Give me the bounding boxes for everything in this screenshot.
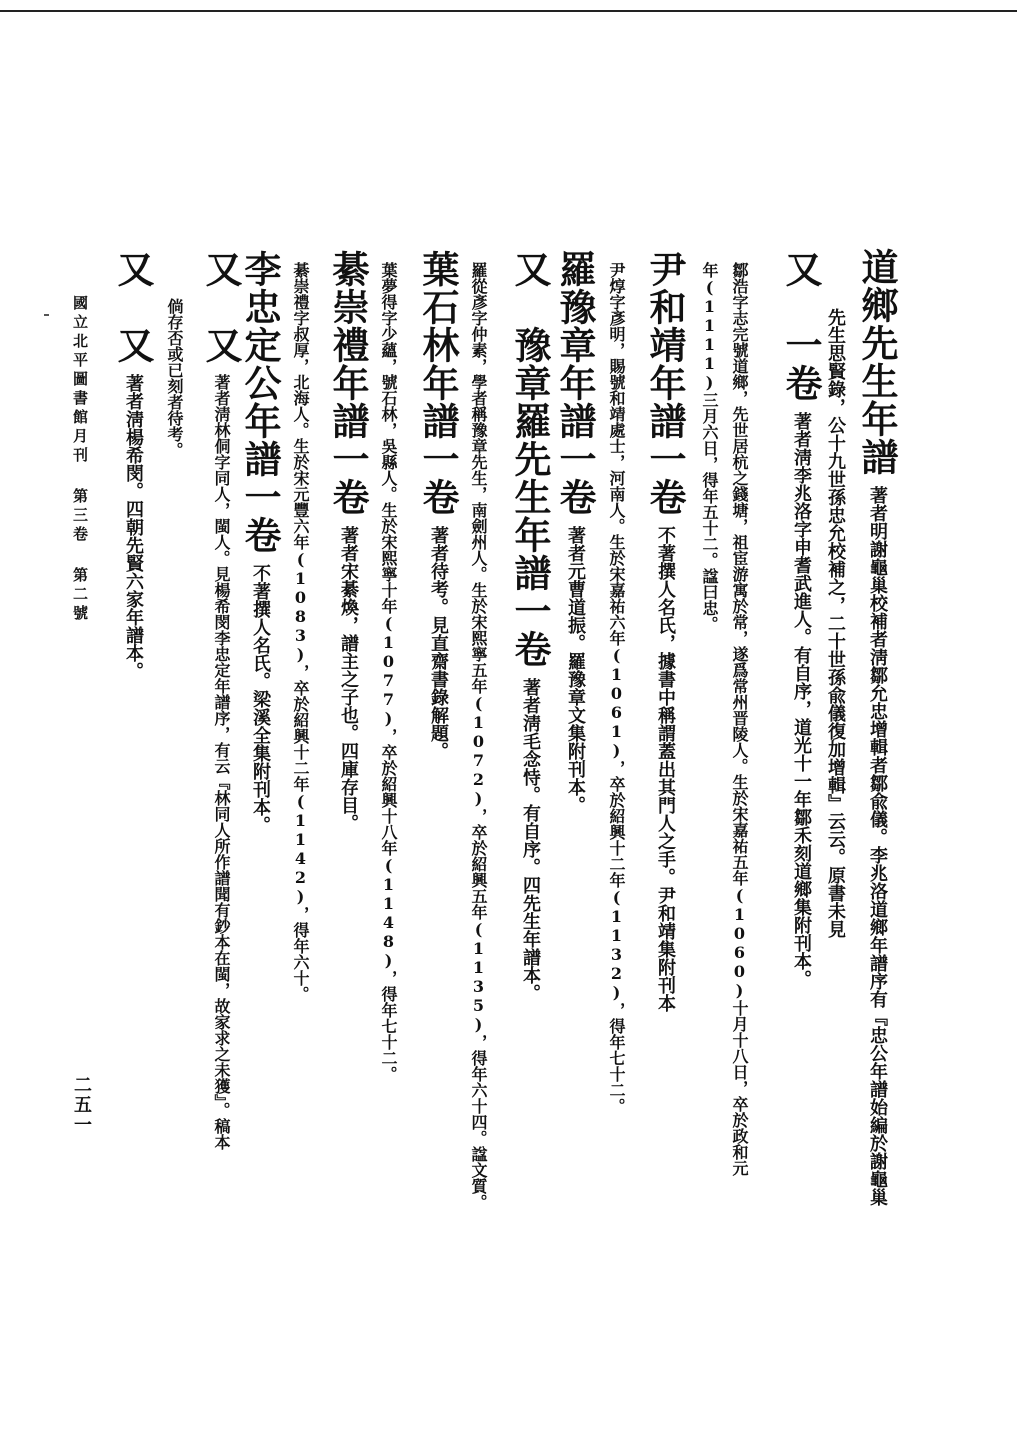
running-footer bbox=[72, 295, 87, 624]
top-border-rule bbox=[0, 10, 1017, 12]
entry-title: 又 一卷 bbox=[779, 250, 823, 402]
entry-text: 倘存否或已刻者待考。 bbox=[165, 298, 184, 458]
biography-continuation bbox=[701, 262, 717, 632]
biography-text: 羅從彥字仲素，學者稱豫章先生，南劍州人。生於宋熙寧五年(1072)，卒於紹興五年(1135)，得年六十四。諡文質。 bbox=[469, 262, 488, 1210]
entry-text: 著者明謝龜巢校補者淸鄒允忠增輯者鄒兪儀。李兆洛道鄉年譜序有『忠公年譜始編於謝龜巢 bbox=[867, 486, 888, 1206]
entry-title: 葉石林年譜一卷 bbox=[416, 250, 460, 516]
entry-text: 不著撰人名氏。梁溪全集附刊本。 bbox=[250, 564, 271, 834]
entry-text: 著者淸林侗字同人，閩人。見楊希閔李忠定年譜序，有云『林同人所作譜聞有鈔本在閩，故家求之未獲』。稿本 bbox=[212, 374, 231, 1150]
biography-ye-mengde bbox=[380, 262, 396, 1082]
entry-title: 李忠定公年譜一卷 bbox=[238, 250, 282, 554]
entry-title: 又 又 bbox=[199, 250, 243, 364]
entry-continuation bbox=[826, 308, 844, 938]
entry-text: 先生思賢錄，公十九世孫忠允校補之，二十世孫兪儀復加增輯』云云。原書未見 bbox=[825, 308, 846, 938]
margin-mark bbox=[44, 314, 49, 316]
entry-continuation bbox=[166, 298, 182, 458]
entry-li-zhongding-you-lin bbox=[199, 250, 243, 1150]
biography-text: 綦崇禮字叔厚，北海人。生於宋元豐六年(1083)，卒於紹興十二年(1142)，得年六十。 bbox=[291, 262, 310, 1002]
entry-text: 著者宋綦煥，譜主之子也。四庫存目。 bbox=[338, 526, 359, 832]
biography-yin-dun bbox=[608, 262, 624, 1114]
entry-qi-chongli-nianpu bbox=[326, 250, 370, 832]
biography-zou-hao bbox=[731, 262, 747, 1176]
entry-title: 羅豫章年譜一卷 bbox=[553, 250, 597, 516]
entry-daoxiang-nianpu bbox=[855, 248, 899, 1206]
entry-text: 著者淸毛念恃。有自序。四先生年譜本。 bbox=[520, 678, 541, 1002]
entry-text: 著者淸楊希閔。四朝先賢六家年譜本。 bbox=[123, 374, 144, 680]
entry-li-zhongding-nianpu bbox=[238, 250, 282, 834]
entry-text: 著者淸李兆洛字申耆武進人。有自序，道光十一年鄒禾刻道鄉集附刊本。 bbox=[791, 412, 812, 988]
entry-ye-shilin-nianpu bbox=[416, 250, 460, 760]
biography-text: 鄒浩字志完號道鄉，先世居杭之錢塘，祖宦游寓於常，遂爲常州晋陵人。生於宋嘉祐五年(1060)十月十八日，卒於政和元 bbox=[730, 262, 749, 1176]
biography-luo-congyan bbox=[470, 262, 486, 1210]
entry-daoxiang-you bbox=[779, 250, 823, 988]
volume-label: 第三卷 bbox=[71, 488, 89, 545]
entry-yin-hejing-nianpu bbox=[643, 250, 687, 1012]
biography-text: 年(1111)三月六日，得年五十二。諡曰忠。 bbox=[700, 262, 719, 632]
entry-yuzhang-you bbox=[508, 250, 552, 1002]
journal-title: 國立北平圖書館月刊 bbox=[71, 295, 89, 466]
entry-title: 又 又 bbox=[111, 250, 155, 364]
entry-luo-yuzhang-nianpu bbox=[553, 250, 597, 814]
page-number: 二五一 bbox=[71, 1075, 92, 1135]
entry-li-zhongding-you-yang bbox=[111, 250, 155, 680]
entry-text: 著者待考。見直齋書錄解題。 bbox=[428, 526, 449, 760]
entry-title: 綦崇禮年譜一卷 bbox=[326, 250, 370, 516]
entry-title: 道鄉先生年譜 bbox=[855, 248, 899, 476]
entry-text: 著者元曹道振。羅豫章文集附刊本。 bbox=[565, 526, 586, 814]
entry-title: 又 豫章羅先生年譜一卷 bbox=[508, 250, 552, 668]
issue-label: 第二號 bbox=[71, 567, 89, 624]
entry-title: 尹和靖年譜一卷 bbox=[643, 250, 687, 516]
biography-qi-chongli bbox=[292, 262, 308, 1002]
biography-text: 葉夢得字少蘊，號石林，吳縣人。生於宋熙寧十年(1077)，卒於紹興十八年(1148)，得年七十二。 bbox=[379, 262, 398, 1082]
biography-text: 尹焞字彥明，賜號和靖處士，河南人。生於宋嘉祐六年(1061)，卒於紹興十二年(1132)，得年七十二。 bbox=[607, 262, 626, 1114]
entry-text: 不著撰人名氏，據書中稱謂蓋出其門人之手。尹和靖集附刊本 bbox=[655, 526, 676, 1012]
